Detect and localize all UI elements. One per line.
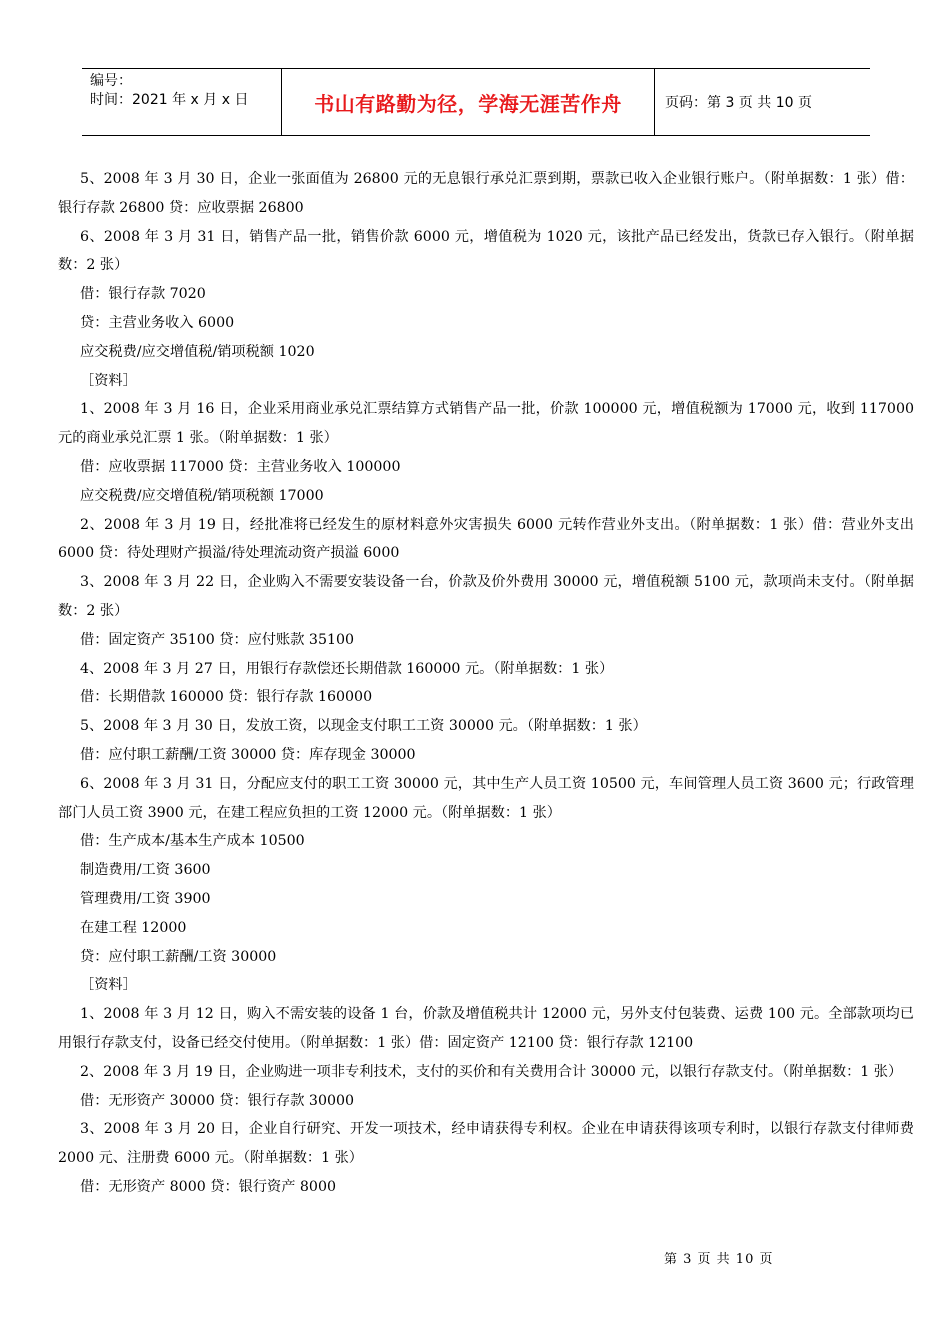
- document-body: [58, 165, 914, 1202]
- header-meta: [82, 69, 282, 135]
- paragraph: 管理费用/工资 3900: [80, 890, 211, 907]
- paragraph: 借：生产成本/基本生产成本 10500: [80, 833, 305, 850]
- paragraph: 借：无形资产 30000 贷：银行存款 30000: [80, 1092, 355, 1109]
- paragraph: 5、2008 年 3 月 30 日，企业一张面值为 26800 元的无息银行承兑汇票到期，票款已收入企业银行账户。（附单据数：1 张）借：银行存款 26800 贷：应收票据 26800: [58, 171, 914, 216]
- paragraph: 在建工程 12000: [80, 919, 187, 936]
- paragraph: 贷：应付职工薪酬/工资 30000: [80, 948, 277, 965]
- header-motto: 书山有路勤为径，学海无涯苦作舟: [282, 69, 655, 135]
- paragraph: 4、2008 年 3 月 27 日，用银行存款偿还长期借款 160000 元。（附单据数：1 张）: [80, 660, 614, 677]
- paragraph: 6、2008 年 3 月 31 日，销售产品一批，销售价款 6000 元，增值税为 1020 元，该批产品已经发出，货款已存入银行。（附单据数：2 张）: [58, 228, 914, 274]
- paragraph: 5、2008 年 3 月 30 日，发放工资，以现金支付职工工资 30000 元。（附单据数：1 张）: [80, 718, 647, 735]
- paragraph: 应交税费/应交增值税/销项税额 17000: [80, 487, 324, 504]
- paragraph: 2、2008 年 3 月 19 日，经批准将已经发生的原材料意外灾害损失 6000 元转作营业外支出。（附单据数：1 张）借：营业外支出 6000 贷：待处理财产损溢/待处理流动资产损溢 6000: [58, 516, 914, 562]
- section-heading: ［资料］: [80, 372, 137, 389]
- number-label: 编号：: [90, 73, 132, 89]
- paragraph: 贷：主营业务收入 6000: [80, 314, 235, 331]
- paragraph: 3、2008 年 3 月 20 日，企业自行研究、开发一项技术，经申请获得专利权。企业在申请获得该项专利时，以银行存款支付律师费 2000 元、注册费 6000 元。（附单据数：1 张）: [58, 1121, 914, 1167]
- paragraph: 应交税费/应交增值税/销项税额 1020: [80, 343, 315, 360]
- paragraph: 借：固定资产 35100 贷：应付账款 35100: [80, 631, 355, 648]
- page-footer: 第 3 页 共 10 页: [664, 1252, 774, 1267]
- section-heading: ［资料］: [80, 977, 137, 994]
- paragraph: 借：应付职工薪酬/工资 30000 贷：库存现金 30000: [80, 746, 416, 763]
- paragraph: 借：无形资产 8000 贷：银行资产 8000: [80, 1178, 336, 1195]
- paragraph: 制造费用/工资 3600: [80, 862, 211, 879]
- header-page-number: 页码：第 3 页 共 10 页: [665, 95, 812, 111]
- page-header: [82, 68, 870, 136]
- paragraph: 借：应收票据 117000 贷：主营业务收入 100000: [80, 458, 401, 475]
- paragraph: 2、2008 年 3 月 19 日，企业购进一项非专利技术，支付的买价和有关费用合计 30000 元，以银行存款支付。（附单据数：1 张）: [80, 1063, 903, 1080]
- paragraph: 1、2008 年 3 月 12 日，购入不需安装的设备 1 台，价款及增值税共计 12000 元，另外支付包装费、运费 100 元。全部款项均已用银行存款支付，设备已经交付使用。（附单据数：1 张）借：固定资产 12100 贷：银行存款 12100: [58, 1006, 914, 1051]
- paragraph: 借：银行存款 7020: [80, 286, 206, 303]
- paragraph: 1、2008 年 3 月 16 日，企业采用商业承兑汇票结算方式销售产品一批，价款 100000 元，增值税额为 17000 元，收到 117000 元的商业承兑汇票 1 张。（附单据数：1 张）: [58, 401, 914, 447]
- paragraph: 3、2008 年 3 月 22 日，企业购入不需要安装设备一台，价款及价外费用 30000 元，增值税额 5100 元，款项尚未支付。（附单据数：2 张）: [58, 574, 914, 619]
- paragraph: 6、2008 年 3 月 31 日，分配应支付的职工工资 30000 元，其中生产人员工资 10500 元，车间管理人员工资 3600 元；行政管理部门人员工资 3900 元，在建工程应负担的工资 12000 元。（附单据数：1 张）: [58, 775, 914, 821]
- paragraph: 借：长期借款 160000 贷：银行存款 160000: [80, 689, 373, 706]
- date-label: 时间：2021 年 x 月 x 日: [90, 92, 249, 108]
